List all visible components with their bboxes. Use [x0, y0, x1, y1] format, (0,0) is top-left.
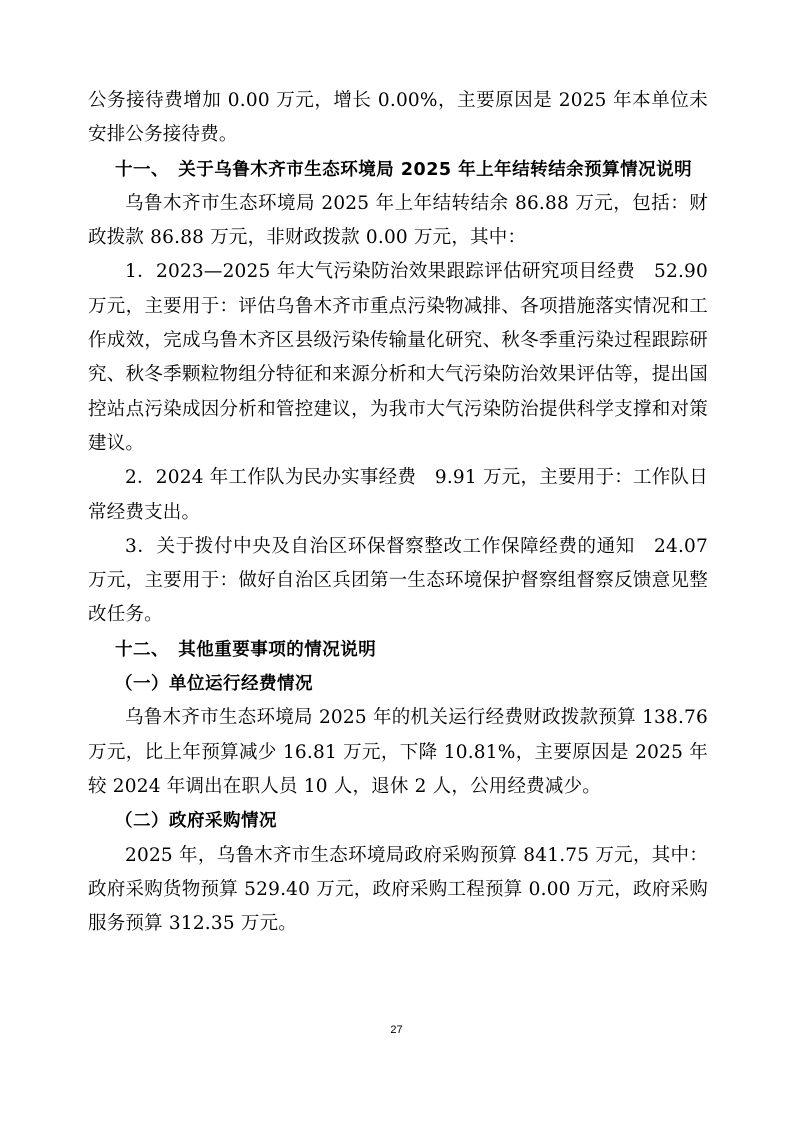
operating-expenses-paragraph: 乌鲁木齐市生态环境局 2025 年的机关运行经费财政拨款预算 138.76 万元，比上年预算减少 16.81 万元，下降 10.81%，主要原因是 2025 年较 2024 年调出在职人员 10 人，退休 2 人，公用经费减少。 [88, 707, 708, 797]
carryover-item-1-paragraph: 1．2023—2025 年大气污染防治效果跟踪评估研究项目经费 52.90 万元，主要用于：评估乌鲁木齐市重点污染物减排、各项措施落实情况和工作成效，完成乌鲁木齐区县级污染传输量化研究、秋冬季重污染过程跟踪研究、秋冬季颗粒物组分特征和来源分析和大气污染防治效果评估等，提出国控站点污染成因分析和管控建议，为我市大气污染防治提供科学支撑和对策建议。 [88, 261, 708, 454]
carryover-summary-paragraph: 乌鲁木齐市生态环境局 2025 年上年结转结余 86.88 万元，包括：财政拨款 86.88 万元，非财政拨款 0.00 万元，其中： [88, 192, 708, 249]
page-number: 27 [390, 1024, 403, 1036]
carryover-item-2-paragraph: 2．2024 年工作队为民办实事经费 9.91 万元，主要用于：工作队日常经费支出。 [88, 467, 708, 523]
subsection-heading-operating-expenses: （一）单位运行经费情况 [115, 674, 313, 695]
document-body [88, 84, 708, 941]
subsection-heading-procurement: （二）政府采购情况 [115, 811, 277, 832]
section-heading-11: 十一、 关于乌鲁木齐市生态环境局 2025 年上年结转结余预算情况说明 [115, 159, 693, 180]
continuation-paragraph: 公务接待费增加 0.00 万元，增长 0.00%，主要原因是 2025 年本单位未安排公务接待费。 [88, 90, 708, 146]
procurement-paragraph: 2025 年，乌鲁木齐市生态环境局政府采购预算 841.75 万元，其中：政府采购货物预算 529.40 万元，政府采购工程预算 0.00 万元，政府采购服务预算 312.35 万元。 [88, 844, 708, 935]
carryover-item-3-paragraph: 3．关于拨付中央及自治区环保督察整改工作保障经费的通知 24.07 万元，主要用于：做好自治区兵团第一生态环境保护督察组督察反馈意见整改任务。 [88, 535, 708, 626]
section-heading-12: 十二、 其他重要事项的情况说明 [115, 639, 377, 660]
